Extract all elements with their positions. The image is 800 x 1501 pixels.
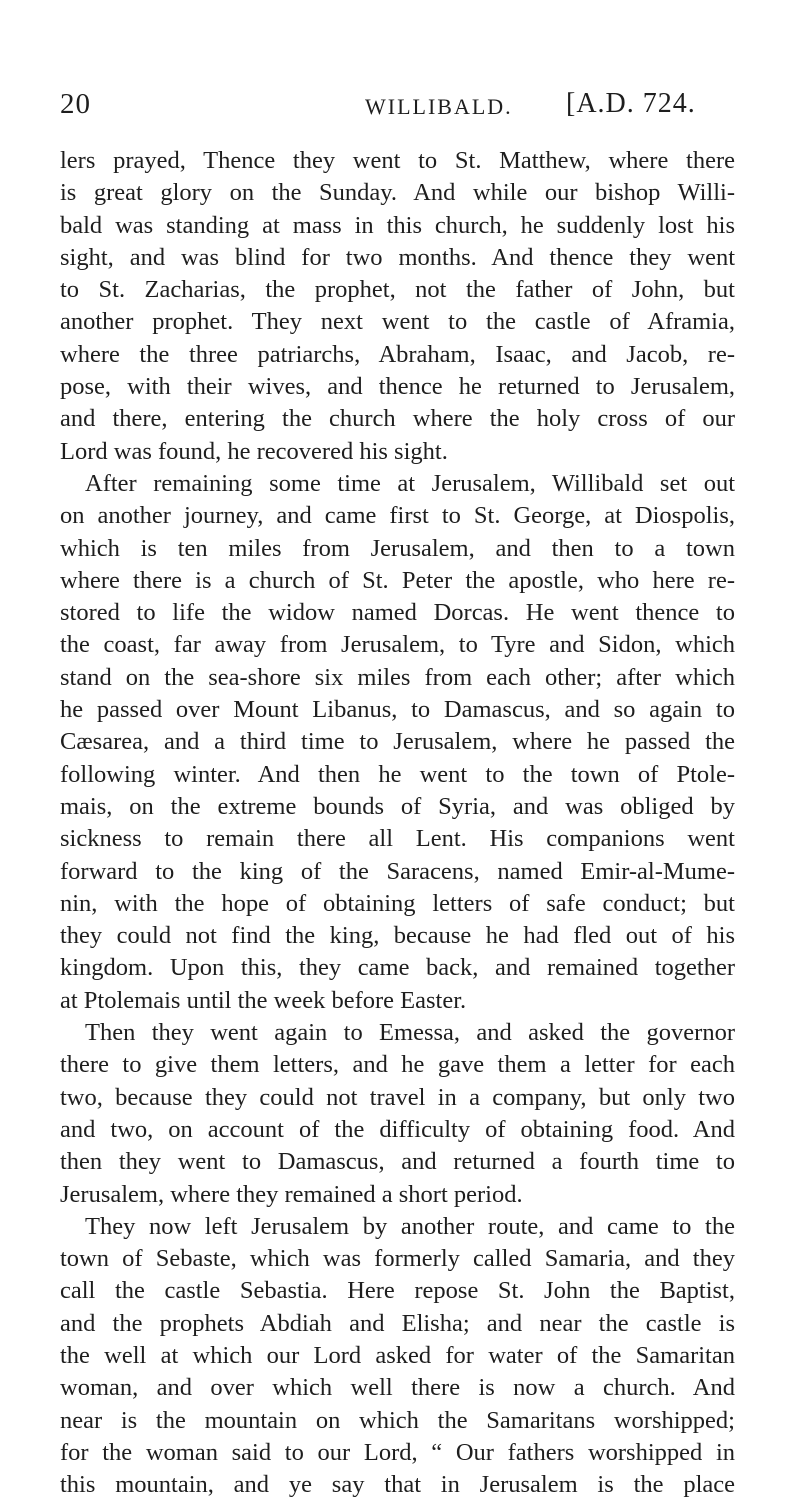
text-line: forward to the king of the Saracens, named Emir-al-Mume- xyxy=(60,857,735,885)
text-line: pose, with their wives, and thence he returned to Jerusalem, xyxy=(60,373,735,401)
text-line: where there is a church of St. Peter the apostle, who here re- xyxy=(60,566,735,594)
text-line: there to give them letters, and he gave them a letter for each xyxy=(60,1051,735,1079)
text-line: and there, entering the church where the holy cross of our xyxy=(60,405,735,433)
text-line: bald was standing at mass in this church, he suddenly lost his xyxy=(60,211,735,239)
text-line: nin, with the hope of obtaining letters of safe conduct; but xyxy=(60,889,735,917)
text-line: stand on the sea-shore six miles from each other; after which xyxy=(60,663,735,691)
text-line: town of Sebaste, which was formerly called Samaria, and they xyxy=(60,1245,735,1273)
text-line: following winter. And then he went to the town of Ptole- xyxy=(60,760,735,788)
text-line: he passed over Mount Libanus, to Damascus, and so again to xyxy=(60,696,735,724)
text-line: two, because they could not travel in a company, but only two xyxy=(60,1083,735,1111)
date-reference: [A.D. 724. xyxy=(566,88,696,119)
text-line: and the prophets Abdiah and Elisha; and near the castle is xyxy=(60,1309,735,1337)
text-line: call the castle Sebastia. Here repose St. John the Baptist, xyxy=(60,1277,735,1305)
text-line: They now left Jerusalem by another route, and came to the xyxy=(85,1212,735,1240)
text-line: and two, on account of the difficulty of obtaining food. And xyxy=(60,1115,735,1143)
text-line: on another journey, and came first to St. George, at Diospolis, xyxy=(60,502,735,530)
text-line: Jerusalem, where they remained a short period. xyxy=(60,1180,523,1208)
text-line: stored to life the widow named Dorcas. He went thence to xyxy=(60,599,735,627)
text-line: near is the mountain on which the Samaritans worshipped; xyxy=(60,1406,735,1434)
running-title: WILLIBALD. xyxy=(365,94,513,119)
text-line: for the woman said to our Lord, “ Our fathers worshipped in xyxy=(60,1438,735,1466)
text-line: Lord was found, he recovered his sight. xyxy=(60,437,448,465)
text-line: is great glory on the Sunday. And while our bishop Willi- xyxy=(60,179,735,207)
text-line: woman, and over which well there is now a church. And xyxy=(60,1374,735,1402)
text-line: to St. Zacharias, the prophet, not the father of John, but xyxy=(60,276,735,304)
text-line: mais, on the extreme bounds of Syria, and was obliged by xyxy=(60,792,735,820)
text-line: Then they went again to Emessa, and asked the governor xyxy=(85,1019,735,1047)
text-line: at Ptolemais until the week before Easter. xyxy=(60,986,467,1014)
text-line: After remaining some time at Jerusalem, Willibald set out xyxy=(85,469,735,497)
page-number: 20 xyxy=(60,88,91,120)
text-line: Cæsarea, and a third time to Jerusalem, where he passed the xyxy=(60,728,735,756)
text-line: then they went to Damascus, and returned a fourth time to xyxy=(60,1148,735,1176)
text-line: they could not find the king, because he had fled out of his xyxy=(60,922,735,950)
text-line: sight, and was blind for two months. And thence they went xyxy=(60,243,735,271)
text-line: another prophet. They next went to the castle of Aframia, xyxy=(60,308,735,336)
text-line: where the three patriarchs, Abraham, Isaac, and Jacob, re- xyxy=(60,340,735,368)
text-line: this mountain, and ye say that in Jerusalem is the place xyxy=(60,1471,735,1499)
text-line: lers prayed, Thence they went to St. Matthew, where there xyxy=(60,147,735,174)
text-line: which is ten miles from Jerusalem, and then to a town xyxy=(60,534,735,562)
body-text xyxy=(60,145,735,1501)
text-line: the coast, far away from Jerusalem, to Tyre and Sidon, which xyxy=(60,631,735,659)
text-line: kingdom. Upon this, they came back, and remained together xyxy=(60,954,735,982)
page-header xyxy=(60,88,735,128)
text-line: the well at which our Lord asked for water of the Samaritan xyxy=(60,1341,735,1369)
text-line: sickness to remain there all Lent. His companions went xyxy=(60,825,735,853)
